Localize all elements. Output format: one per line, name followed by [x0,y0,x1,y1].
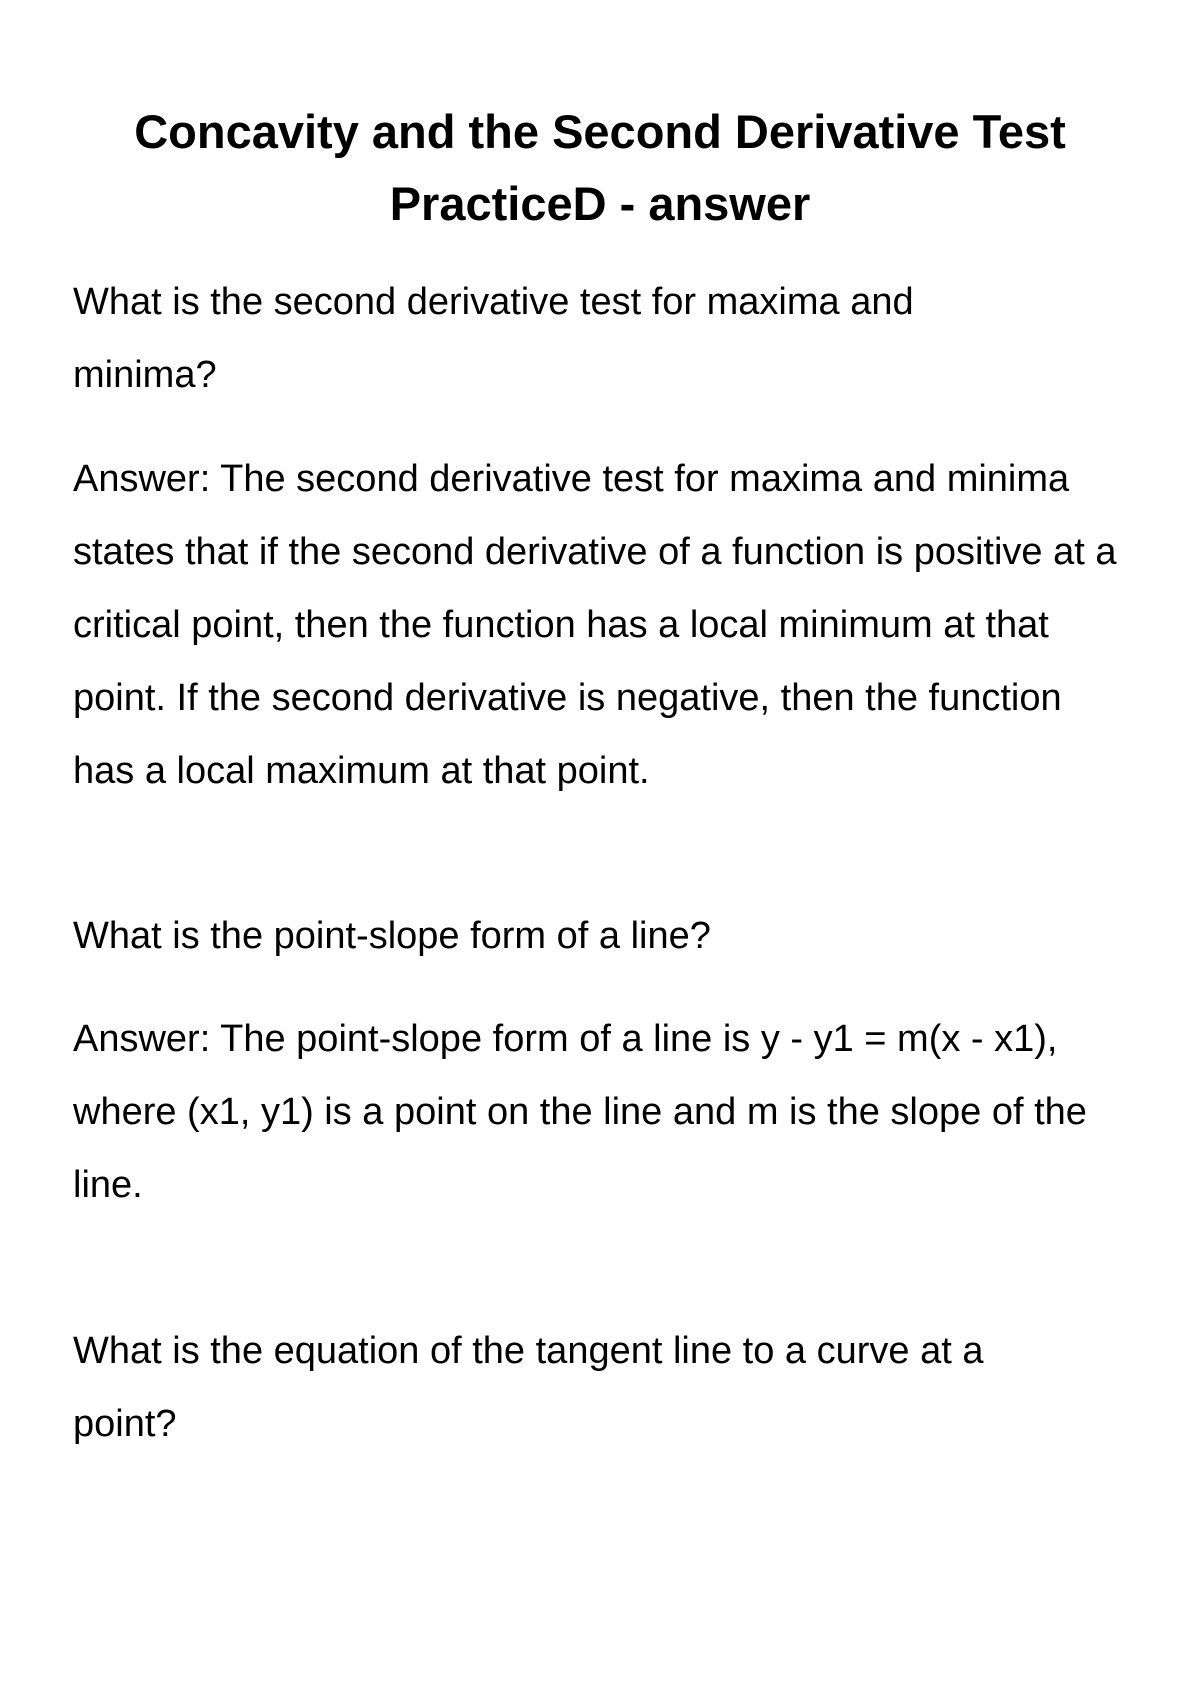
question-3: What is the equation of the tangent line to a curve at a point? [73,1330,984,1445]
document-title: Concavity and the Second Derivative Test PracticeD - answer [134,105,1066,230]
question-1: What is the second derivative test for maxima and minima? [73,281,914,396]
answer-1: Answer: The second derivative test for maxima and minima states that if the second derivative of a function is positive at a critical point, then the function has a local minimum at that point. If the second derivative is negative, then the function has a local maximum at that point. [73,458,1117,792]
question-2: What is the point-slope form of a line? [73,915,711,957]
answer-2: Answer: The point-slope form of a line is y - y1 = m(x - x1), where (x1, y1) is a point on the line and m is the slope of the line. [73,1018,1087,1206]
